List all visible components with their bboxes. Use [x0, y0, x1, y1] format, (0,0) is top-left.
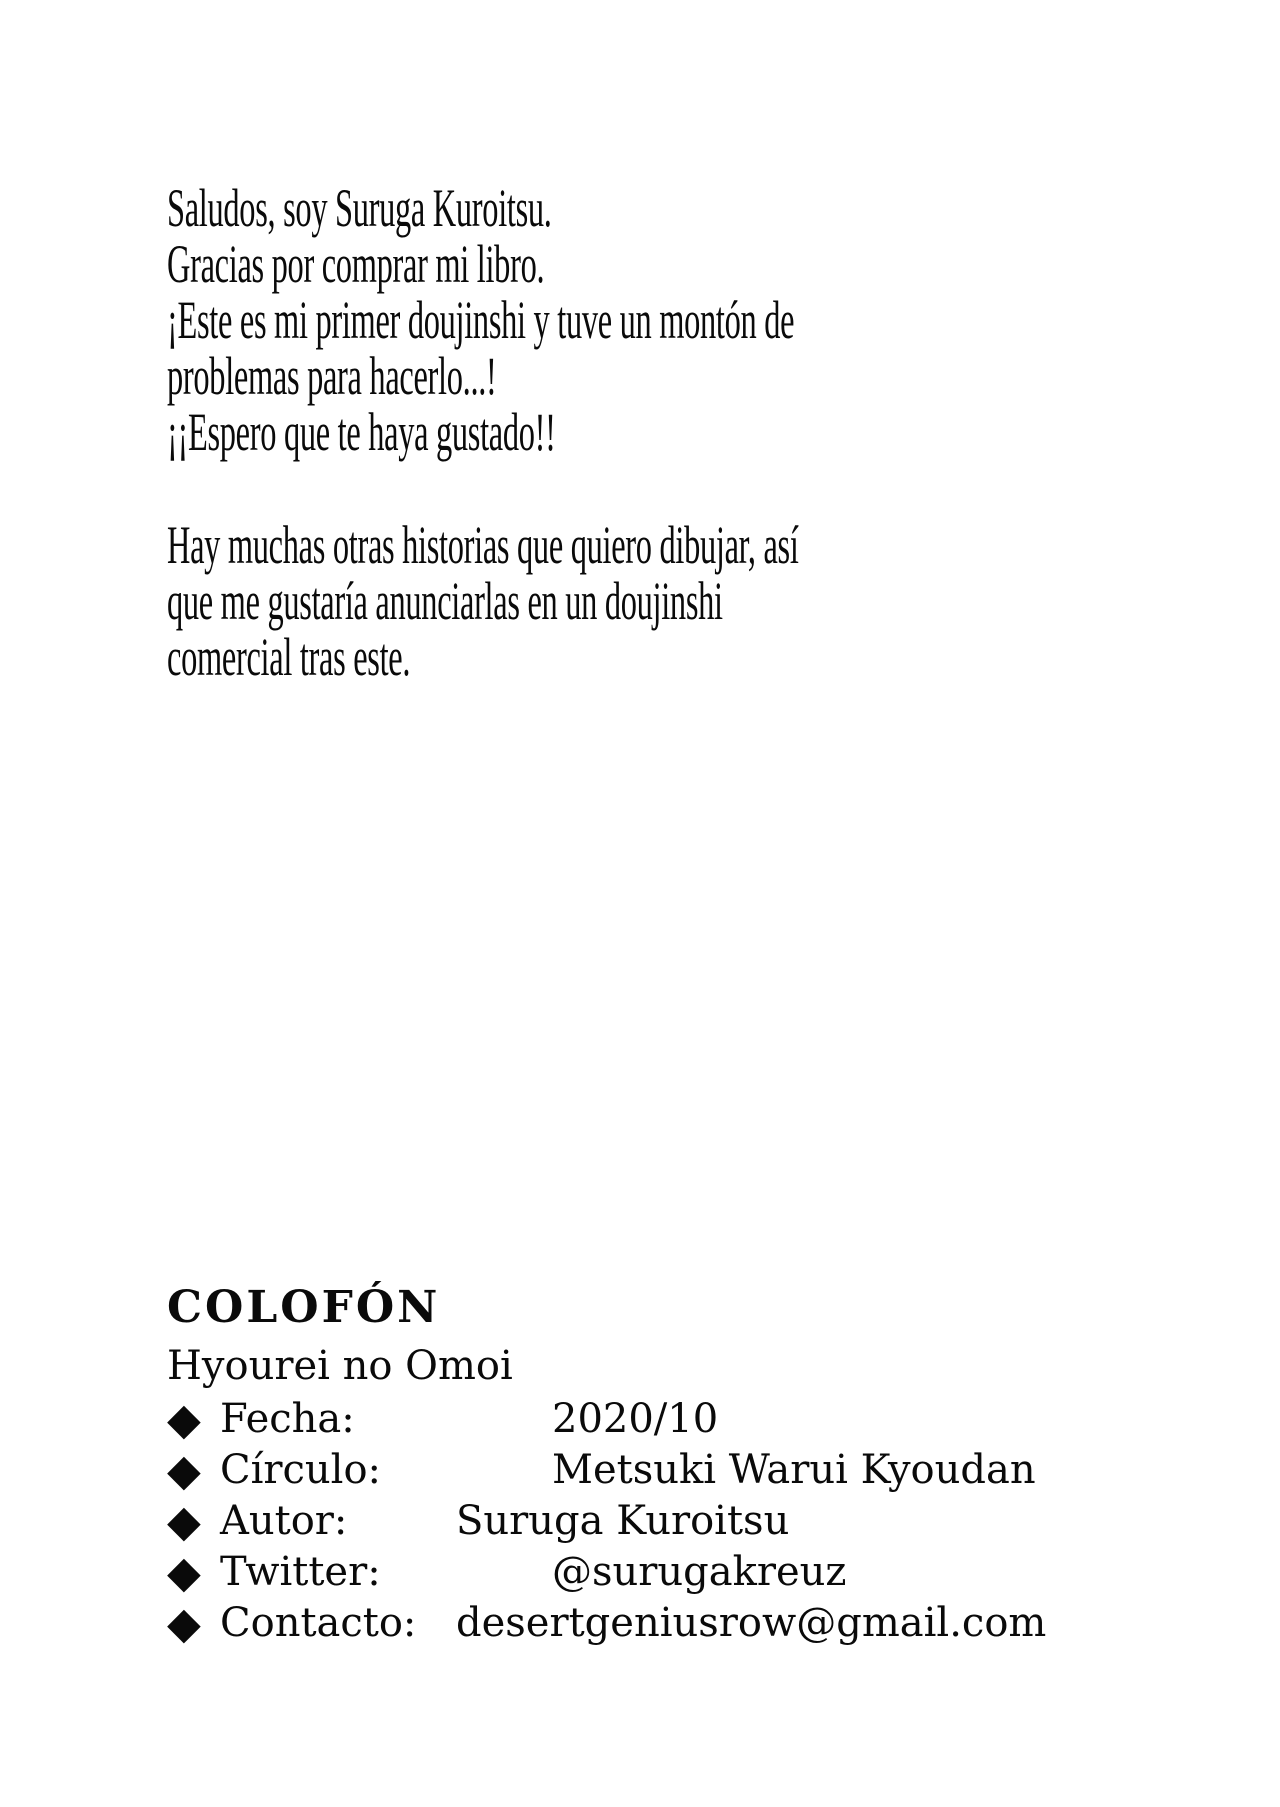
colophon-row-contacto — [167, 1598, 1167, 1649]
colophon-row-label: Autor: — [220, 1498, 348, 1544]
diamond-bullet-icon: ◆ — [167, 1394, 201, 1445]
colophon-row-value: Suruga Kuroitsu — [456, 1498, 790, 1544]
diamond-bullet-icon: ◆ — [167, 1445, 201, 1496]
letter-line: comercial tras este. — [167, 627, 411, 687]
colophon-heading: COLOFÓN — [167, 1282, 441, 1333]
letter-line: ¡Este es mi primer doujinshi y tuve un montón de — [167, 290, 795, 350]
letter-line: problemas para hacerlo...! — [167, 346, 497, 406]
colophon-row-value: 2020/10 — [552, 1396, 719, 1442]
diamond-bullet-icon: ◆ — [167, 1598, 201, 1649]
colophon-row-fecha — [167, 1394, 1167, 1445]
colophon-section — [167, 1284, 1167, 1649]
letter-line: ¡¡Espero que te haya gustado!! — [167, 402, 556, 462]
colophon-row-label: Fecha: — [220, 1396, 355, 1442]
letter-line: que me gustaría anunciarlas en un doujinshi — [167, 571, 723, 631]
letter-line: Hay muchas otras historias que quiero dibujar, así — [167, 515, 799, 575]
colophon-row-circulo — [167, 1445, 1167, 1496]
colophon-row-twitter — [167, 1547, 1167, 1598]
colophon-row-label: Contacto: — [220, 1600, 417, 1646]
letter-line: Saludos, soy Suruga Kuroitsu. — [167, 178, 552, 238]
letter-line: Gracias por comprar mi libro. — [167, 234, 545, 294]
letter-paragraph-greeting — [167, 180, 1212, 460]
colophon-book-title: Hyourei no Omoi — [167, 1343, 513, 1389]
colophon-row-value: Metsuki Warui Kyoudan — [552, 1447, 1036, 1493]
letter-paragraph-future-plans — [167, 517, 1220, 685]
diamond-bullet-icon: ◆ — [167, 1547, 201, 1598]
colophon-row-value: @surugakreuz — [552, 1549, 847, 1595]
colophon-row-label: Círculo: — [220, 1447, 382, 1493]
diamond-bullet-icon: ◆ — [167, 1496, 201, 1547]
colophon-rows — [167, 1394, 1167, 1649]
colophon-row-value: desertgeniusrow@gmail.com — [456, 1600, 1047, 1646]
colophon-row-autor — [167, 1496, 1167, 1547]
colophon-row-label: Twitter: — [220, 1549, 381, 1595]
